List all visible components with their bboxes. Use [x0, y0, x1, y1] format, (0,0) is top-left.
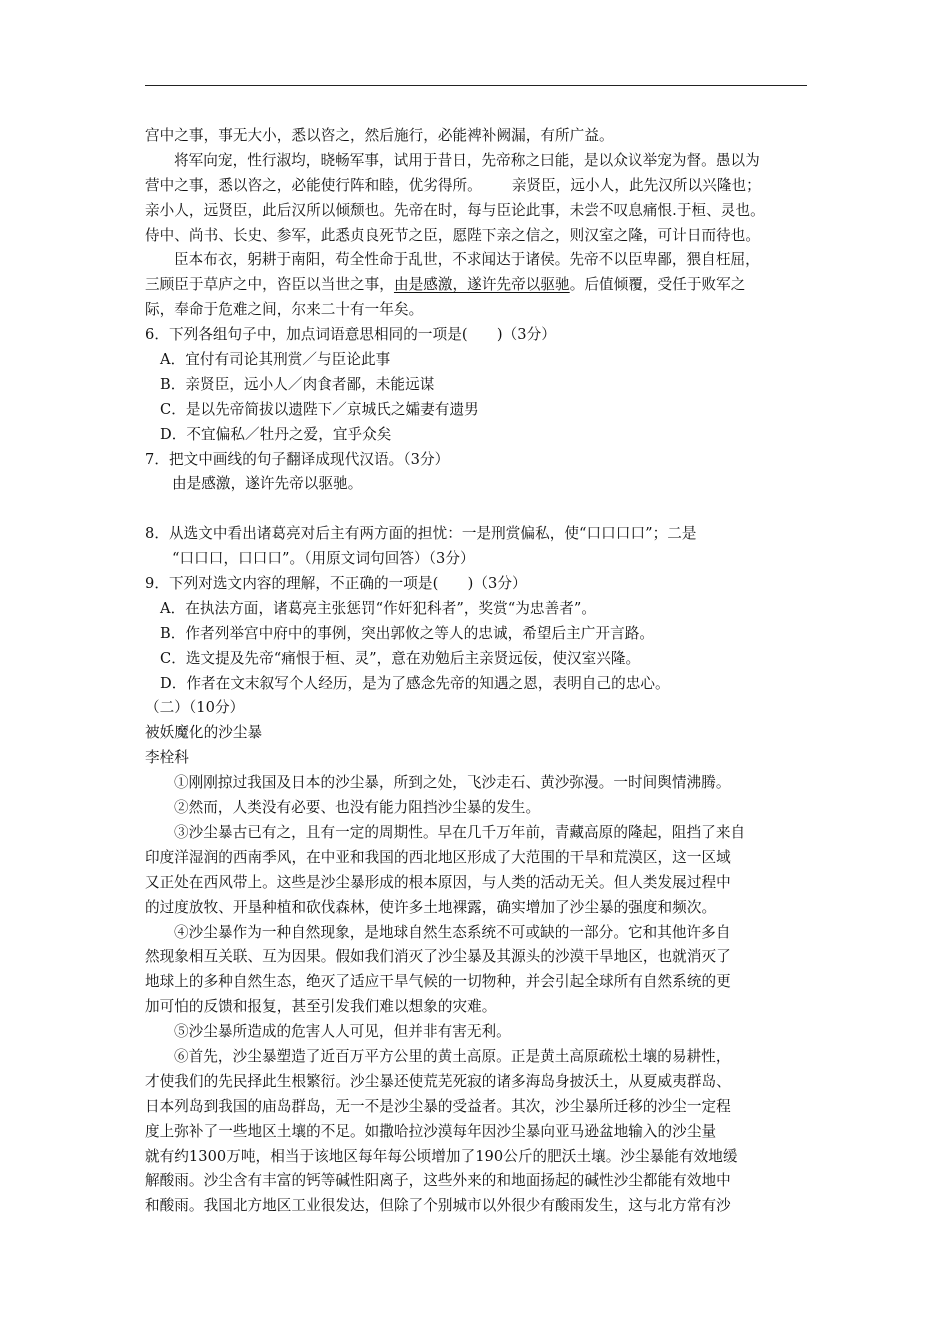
- question-9-option-d: D．作者在文末叙写个人经历，是为了感念先帝的知遇之恩，表明自己的忠心。: [160, 674, 670, 692]
- question-8-line: 8．从选文中看出诸葛亮对后主有两方面的担忧：一是刑赏偏私，使“口口口口”；二是: [145, 525, 697, 543]
- question-8-line: “口口口，口口口”。（用原文词句回答）（3分）: [172, 550, 475, 568]
- article-line: 加可怕的反馈和报复，甚至引发我们难以想象的灾难。: [145, 998, 497, 1016]
- passage-segment: 亲贤臣，远小人，此先汉所以兴隆也；: [511, 176, 761, 194]
- passage-line: 亲小人，远贤臣，此后汉所以倾颓也。先帝在时，每与臣论此事，未尝不叹息痛恨.于桓、灵也。: [145, 201, 765, 219]
- header-rule: [145, 85, 807, 86]
- passage-line: 侍中、尚书、长史、参军，此悉贞良死节之臣，愿陛下亲之信之，则汉室之隆，可计日而待也。: [145, 226, 761, 244]
- passage-line: 宫中之事，事无大小，悉以咨之，然后施行，必能裨补阙漏，有所广益。: [145, 127, 614, 144]
- passage-segment: 三顾臣于草庐之中，咨臣以当世之事，: [145, 276, 394, 294]
- passage-line: [145, 273, 845, 298]
- question-6-option-a: A．宜付有司论其刑赏／与臣论此事: [160, 351, 391, 369]
- question-9-option-a: A．在执法方面，诸葛亮主张惩罚“作奸犯科者”，奖赏“为忠善者”。: [160, 599, 597, 617]
- article-paragraph-1: ①刚刚掠过我国及日本的沙尘暴，所到之处，飞沙走石、黄沙弥漫。一时间舆情沸腾。: [174, 774, 731, 792]
- passage-line: 臣本布衣，躬耕于南阳，苟全性命于乱世，不求闻达于诸侯。先帝不以臣卑鄙，猥自枉屈，: [174, 251, 760, 269]
- article-line: 然现象相互关联、互为因果。假如我们消灭了沙尘暴及其源头的沙漠干旱地区，也就消灭了: [145, 948, 731, 966]
- document-body: [145, 124, 845, 1219]
- question-6-option-c: C．是以先帝简拔以遗陛下／京城氏之孀妻有遗男: [160, 400, 479, 418]
- question-6-stem: 6．下列各组句子中，加点词语意思相同的一项是( )（3分）: [145, 326, 556, 344]
- section-header: （二）（10分）: [145, 699, 245, 717]
- article-paragraph-5: ⑤沙尘暴所造成的危害人人可见，但并非有害无利。: [174, 1023, 511, 1041]
- passage-line: [145, 174, 845, 199]
- article-paragraph-2: ②然而，人类没有必要、也没有能力阻挡沙尘暴的发生。: [174, 799, 541, 817]
- passage-segment: 。后值倾覆，受任于败军之: [569, 276, 746, 294]
- question-7-stem: 7．把文中画线的句子翻译成现代汉语。（3分）: [145, 450, 450, 468]
- article-line: 印度洋湿润的西南季风，在中亚和我国的西北地区形成了大范围的干旱和荒漠区，这一区域: [145, 848, 731, 866]
- article-line: ③沙尘暴古已有之，且有一定的周期性。早在几千万年前，青藏高原的隆起，阻挡了来自: [174, 823, 746, 841]
- article-line: ④沙尘暴作为一种自然现象，是地球自然生态系统不可或缺的一部分。它和其他许多自: [174, 923, 731, 941]
- article-author: 李栓科: [145, 749, 189, 767]
- passage-line: 际，奉命于危难之间，尔来二十有一年矣。: [145, 301, 424, 319]
- article-line: 就有约1300万吨，相当于该地区每年每公顷增加了190公斤的肥沃土壤。沙尘暴能有效地缓: [145, 1147, 738, 1165]
- article-line: ⑥首先，沙尘暴塑造了近百万平方公里的黄土高原。正是黄土高原疏松土壤的易耕性，: [174, 1047, 731, 1065]
- article-line: 和酸雨。我国北方地区工业很发达，但除了个别城市以外很少有酸雨发生，这与北方常有沙: [145, 1197, 731, 1215]
- article-line: 度上弥补了一些地区土壤的不足。如撒哈拉沙漠每年因沙尘暴向亚马逊盆地输入的沙尘量: [145, 1122, 717, 1140]
- article-line: 地球上的多种自然生态，绝灭了适应干旱气候的一切物种，并会引起全球所有自然系统的更: [145, 973, 731, 991]
- underlined-sentence: 由是感激，遂许先帝以驱驰: [393, 276, 570, 294]
- article-line: 解酸雨。沙尘含有丰富的钙等碱性阳离子，这些外来的和地面扬起的碱性沙尘都能有效地中: [145, 1172, 731, 1190]
- passage-line: 将军向宠，性行淑均，晓畅军事，试用于昔日，先帝称之曰能，是以众议举宠为督。愚以为: [174, 151, 760, 169]
- article-line: 又正处在西风带上。这些是沙尘暴形成的根本原因，与人类的活动无关。但人类发展过程中: [145, 873, 731, 891]
- question-9-option-c: C．选文提及先帝“痛恨于桓、灵”，意在劝勉后主亲贤远佞，使汉室兴隆。: [160, 649, 641, 667]
- article-line: 才使我们的先民择此生根繁衍。沙尘暴还使荒芜死寂的诸多海岛身披沃土，从夏威夷群岛、: [145, 1072, 731, 1090]
- question-9-option-b: B．作者列举宫中府中的事例，突出郭攸之等人的忠诚，希望后主广开言路。: [160, 624, 655, 642]
- question-6-option-d: D．不宜偏私／牡丹之爱，宜乎众矣: [160, 425, 392, 443]
- passage-segment: 营中之事，悉以咨之，必能使行阵和睦，优劣得所。: [145, 176, 482, 194]
- question-9-stem: 9．下列对选文内容的理解，不正确的一项是( )（3分）: [145, 575, 527, 593]
- question-6-option-b: B．亲贤臣，远小人／肉食者鄙，未能远谋: [160, 375, 435, 393]
- answer-space: [145, 497, 845, 522]
- article-title: 被妖魔化的沙尘暴: [145, 724, 263, 742]
- article-line: 的过度放牧、开垦种植和砍伐森林，使许多土地裸露，确实增加了沙尘暴的强度和频次。: [145, 898, 717, 916]
- article-line: 日本列岛到我国的庙岛群岛，无一不是沙尘暴的受益者。其次，沙尘暴所迁移的沙尘一定程: [145, 1097, 731, 1115]
- question-7-sentence: 由是感激，遂许先帝以驱驰。: [172, 475, 363, 493]
